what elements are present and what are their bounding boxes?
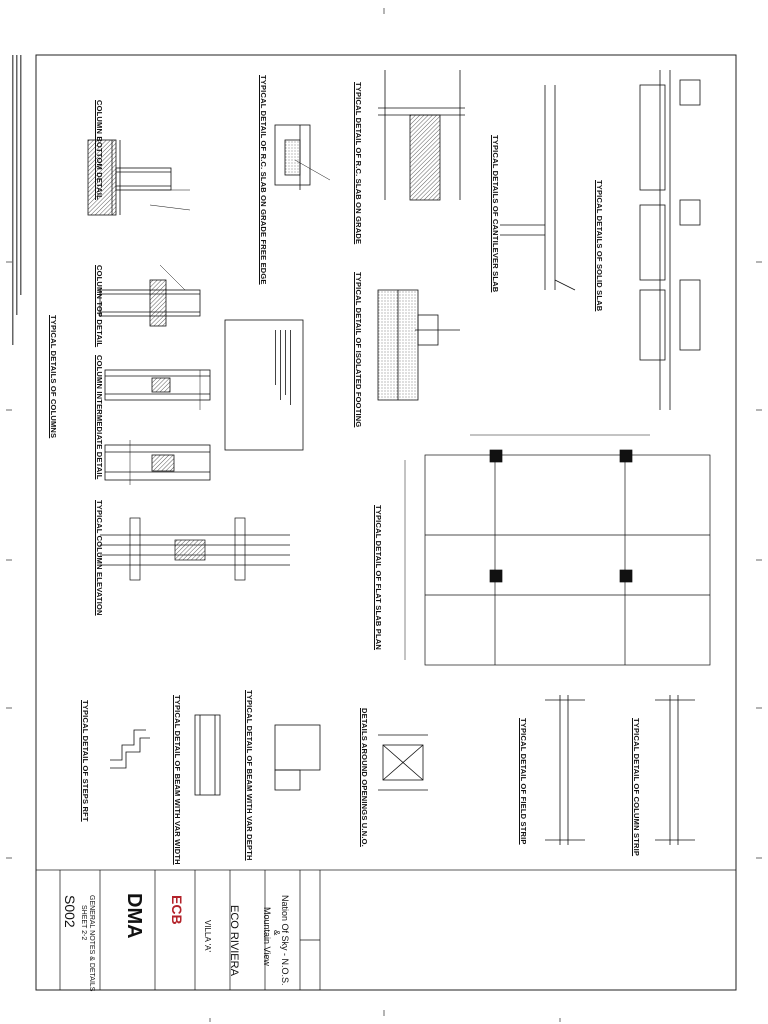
slab-on-grade-free-edge-detail [275, 125, 330, 190]
column-bottom-title: COLUMN BOTTOM DETAIL [95, 100, 104, 200]
sheet-title-2: SHEET 2-2 [80, 905, 87, 941]
column-elevation-title: TYPICAL COLUMN ELEVATION [95, 500, 104, 616]
sheet-border [36, 55, 736, 990]
cantilever-slab-title: TYPICAL DETAILS OF CANTILEVER SLAB [491, 135, 500, 293]
flat-slab-plan [405, 435, 710, 665]
flat-slab-plan-title: TYPICAL DETAIL OF FLAT SLAB PLAN [374, 505, 383, 651]
cantilever-slab-detail [500, 85, 575, 290]
column-top-detail [100, 265, 200, 326]
column-top-title: COLUMN TOP DETAIL [95, 265, 104, 348]
slab-on-grade-title: TYPICAL DETAIL OF R.C. SLAB ON GRADE [354, 82, 363, 245]
field-strip-title: TYPICAL DETAIL OF FIELD STRIP [519, 718, 528, 845]
steps-rft-title: TYPICAL DETAIL OF STEPS RFT [81, 700, 90, 822]
beam-var-depth-detail [275, 725, 320, 790]
column-strip-title: TYPICAL DETAIL OF COLUMN STRIP [632, 718, 641, 857]
solid-slab-detail [640, 70, 700, 410]
slab-free-edge-title: TYPICAL DETAIL OF R.C. SLAB ON GRADE FREE EDGE [259, 75, 268, 285]
project-name: ECO RIVIERA [228, 905, 240, 976]
notes-box [225, 320, 303, 450]
slab-on-grade-detail [378, 70, 465, 200]
client-amp: & [272, 930, 281, 936]
client-line-1: Nation Of Sky - N.O.S. [280, 895, 290, 986]
sheet-title-1: GENERAL NOTES & DETAILS [88, 895, 95, 992]
beam-var-width-detail [195, 715, 220, 795]
column-intermediate-title: COLUMN INTERMEDIATE DETAIL [95, 355, 104, 480]
client-line-2: Mountain View [262, 907, 272, 966]
column-intermediate-detail-2 [105, 440, 210, 485]
isolated-footing-title: TYPICAL DETAIL OF ISOLATED FOOTING [354, 272, 363, 428]
column-intermediate-detail [105, 370, 210, 410]
isolated-footing-detail [378, 290, 460, 400]
steps-rft-detail [110, 730, 150, 768]
columns-group-title: TYPICAL DETAILS OF COLUMNS [49, 315, 58, 439]
openings-detail [378, 735, 428, 790]
building-name: VILLA 'A' [203, 920, 212, 952]
ecb-logo: ECB [169, 895, 185, 925]
field-strip-detail [545, 695, 585, 845]
dma-logo: DMA [123, 893, 145, 939]
beam-var-width-title: TYPICAL DETAIL OF BEAM WITH VAR WIDTH [173, 695, 182, 865]
column-strip-detail [655, 695, 695, 845]
solid-slab-title: TYPICAL DETAILS OF SOLID SLAB [595, 180, 604, 312]
copyright-note [12, 55, 22, 345]
column-elevation-detail [100, 518, 290, 580]
drawing-number: S002 [62, 895, 78, 928]
beam-var-depth-title: TYPICAL DETAIL OF BEAM WITH VAR DEPTH [245, 690, 254, 861]
openings-title: DETAILS AROUND OPENINGS U.N.O. [360, 708, 369, 847]
